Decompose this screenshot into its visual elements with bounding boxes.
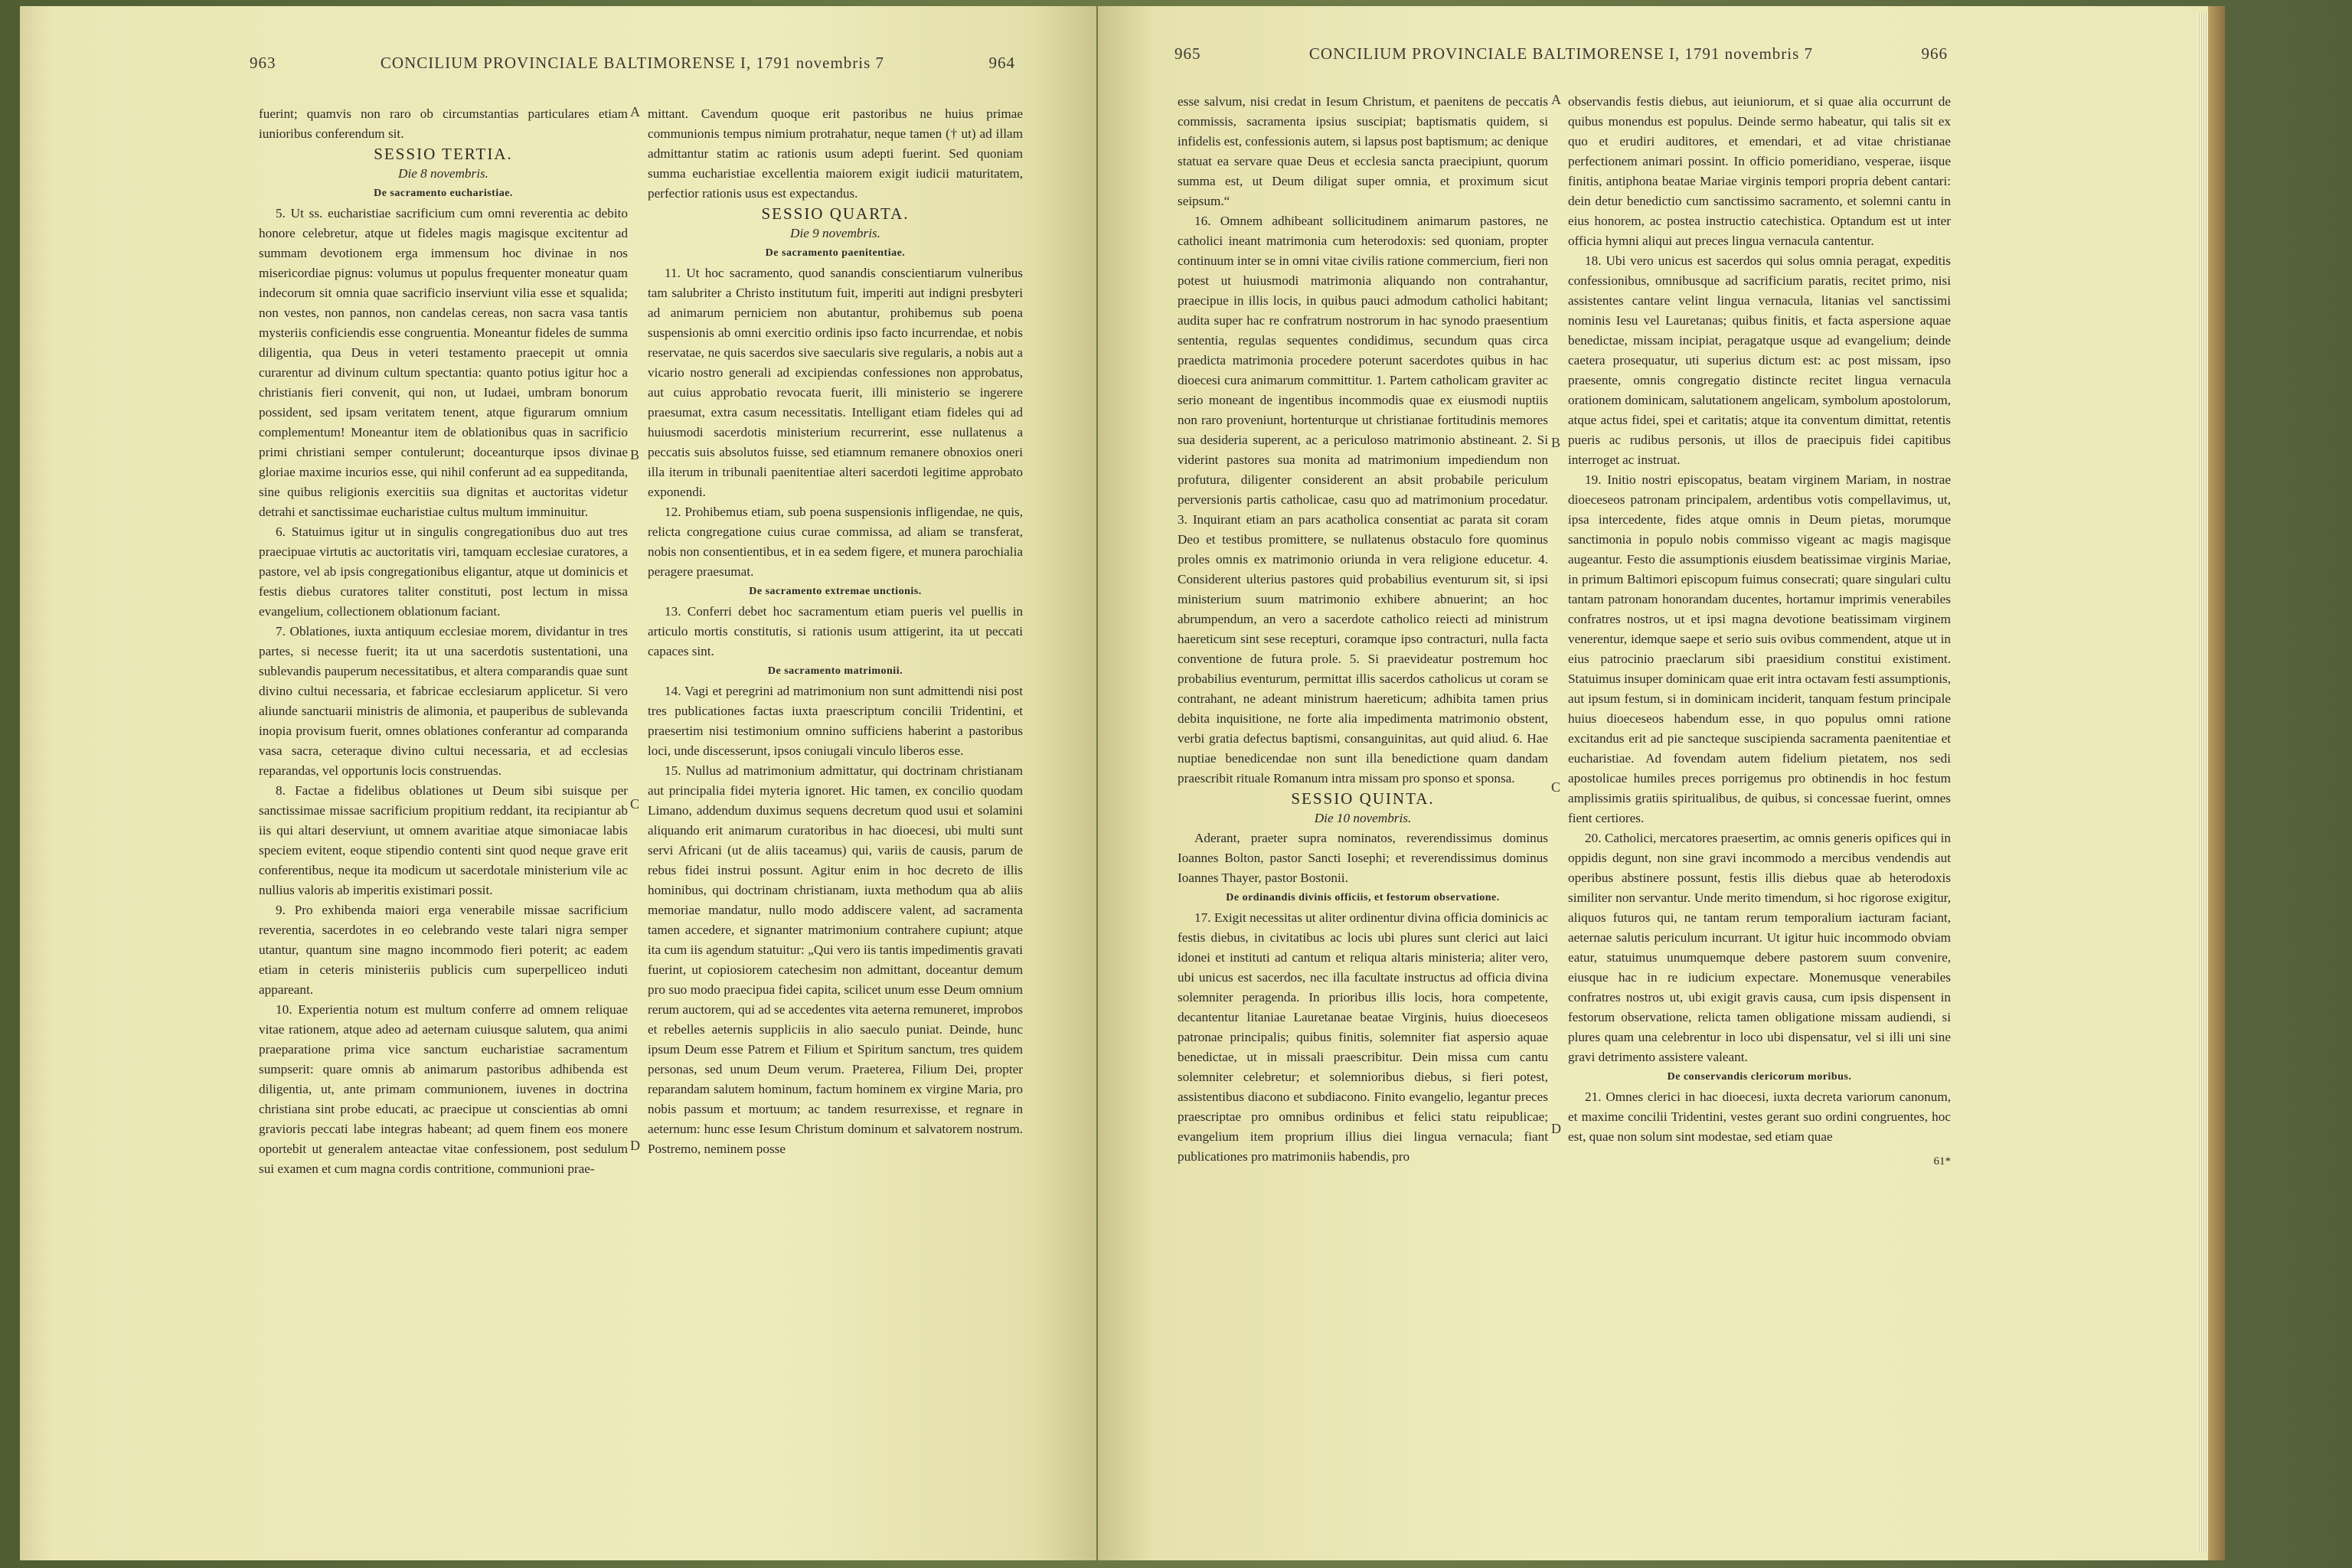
margin-marker-a: A — [630, 104, 640, 119]
paragraph: 17. Exigit necessitas ut aliter ordinentur divina officia dominicis ac festis diebus, in civitatibus ac locis ubi plures sunt clerici aut laici idonei et instituti ad cantum et reliqua altaris ministeria; aliter vero, ubi unicus est sacerdos, nec illa facultate instructus ad officia divina solemniter peragenda. In prioribus illis locis, hora competente, decantentur litaniae Lauretanae beatae Virginis, huius dioeceseos patronae principalis; quibus finitis, solemniter fiat aspersio aquae benedictae, ut in missali praescribitur. Dein missa cum cantu solemniter celebretur; et solemnioribus diebus, si fieri potest, assistentibus diacono et subdiacono. Finito evangelio, legantur preces praescriptae pro omnibus ordinibus et felici statu reipublicae; evangelium item proprium illius diei lingua vernacula; fiant publicationes pro matrimoniis habendis, pro — [1178, 910, 1548, 1164]
page-number-963: 963 — [250, 54, 276, 72]
section-heading: De ordinandis divinis officiis, et festorum observatione. — [1226, 892, 1500, 903]
paragraph: 9. Pro exhibenda maiori erga venerabile missae sacrificium reverentia, sacerdotes in eo celebrando veste talari nigra semper utantur, quantum sine magno incommodo fieri poterit; ac eadem etiam in ceteris ministeriis publicis cum superpelliceo induti appareant. — [259, 903, 628, 997]
paragraph: 19. Initio nostri episcopatus, beatam virginem Mariam, in nostrae dioeceseos patronam principalem, ardentibus votis compellavimus, ut, ipsa intercedente, fides atque omnis in Deum pietas, morumque sanctimonia in populo nobis commisso vigeant ac magis magisque augeantur. Festo die assumptionis eiusdem beatissimae virginis Mariae, in primum Baltimori episcopum fuimus consecrati; quare singulari cultu tantam patronam honorandam ducentes, hortamur imprimis venerabiles confratres nostros, ut et ipsi magna devotione beatissimam virginem venerentur, idemque saepe et serio suis ovibus commendent, atque ut in eius patrocinio praeclarum sibi praesidium constitui existiment. Statuimus insuper dominicam quae erit intra octavam festi assumptionis, aut ipsum festum, si in dominicam inciderit, tanquam festum principale huius dioeceseos habendum esse, in quo populus omni ratione excitandus erit ad pie sancteque suscipienda sacramenta paenitentiae et eucharistiae. Ad fovendam autem fidelium pietatem, nos sedi apostolicae humiles preces porrigemus pro obtinendis in hoc festum amplissimis gratiis spiritualibus, de quibus, si concessae fuerint, omnes fient certiores. — [1568, 472, 1951, 825]
margin-marker-c: C — [1551, 779, 1561, 795]
paragraph: 14. Vagi et peregrini ad matrimonium non sunt admittendi nisi post tres publicationes factas iuxta praescriptum concilii Tridentini, et praesertim nisi testimonium omnino sufficiens haberint a pastoribus loci, unde discesserunt, ipsos coniugali vinculo liberos esse. — [648, 684, 1023, 758]
paragraph: observandis festis diebus, aut ieiuniorum, et si quae alia occurrunt de quibus monendus est populus. Deinde sermo habeatur, qui talis sit ex quo et erudiri auditores, et emendari, et ad vitae christianae perfectionem animari possint. In officio pomeridiano, vesperae, iisque finitis, antiphona beatae Mariae virginis tempori propria debent cantari: dein detur benedictio cum sanctissimo sacramento, et solemni cantu in eius honorem, ac postea instructio catechistica. Optandum est ut inter officia hymni aliqui aut preces lingua vernacula cantentur. — [1568, 94, 1951, 248]
paragraph: esse salvum, nisi credat in Iesum Christum, et paenitens de peccatis commissis, sacramenta ipsius suscipiat; baptismatis quidem, si infidelis est, confessionis autem, si lapsus post baptismum; ac denique statuat ea servare quae Deus et ecclesia sancta praecipiunt, quorum summa est, ut Deum diligat super omnia, et proximum sicut seipsum.“ — [1178, 94, 1548, 208]
left-page-header — [250, 54, 1015, 84]
section-heading: De sacramento paenitentiae. — [765, 247, 906, 259]
right-page-header — [1174, 44, 1948, 75]
margin-marker-a: A — [1551, 92, 1561, 107]
paragraph: 10. Experientia notum est multum conferre ad omnem reliquae vitae rationem, atque adeo ad aeternam cuiusque salutem, qua animi praeparatione prima vice sanctum eucharistiae sacramentum sumpserit: quare omnis ab animarum pastoribus adhibenda est diligentia, ut, ante primam communionem, iuvenes in doctrina christiana sint probe educati, ac praecipue ut conscientias ab omni gravioris peccati labe integras habeant; ad quem finem eos monere oportebit ut generalem anteactae vitae confessionem, post sedulum sui examen et cum magna cordis contritione, communioni prae- — [259, 1002, 628, 1176]
section-heading: De sacramento matrimonii. — [767, 665, 903, 677]
paragraph: 13. Conferri debet hoc sacramentum etiam pueris vel puellis in articulo mortis constitutis, si rationis usum attigerint, ita ut peccati capaces sint. — [648, 604, 1023, 658]
left-page — [20, 6, 1096, 1560]
paragraph: 12. Prohibemus etiam, sub poena suspensionis infligendae, ne quis, relicta congregatione cuius curae commissa, ad aliam se transferat, nobis non consentientibus, et in ea sedem figere, et munera parochialia peragere praesumat. — [648, 505, 1023, 579]
paragraph: 5. Ut ss. eucharistiae sacrificium cum omni reverentia ac debito honore celebretur, atque ut fideles magis magisque excitentur ad summam devotionem erga immensum hoc divinae in nos misericordiae pignus: volumus ut populus frequenter moneatur quam indecorum sit omnia quae sacrificio inserviunt vilia esse et squalida; non vestes, non pannos, non candelas cereas, non sacra vasa tantis mysteriis conficiendis esse congruentia. Moneantur fideles de summa diligentia, qua Deus in veteri testamento praecepit ut omnia curarentur ad divinum cultum spectantia: quanto potius igitur hoc a christianis fieri convenit, qui non, ut Iudaei, umbram bonorum possident, sed ipsam veritatem tenent, atque figurarum omnium complementum! Moneantur item de oblationibus quas in sacrificio primi christiani semper contulerunt; doceanturque ipsos divinae gloriae maxime incurios esse, qui nihil conferunt ad ea suppeditanda, sine quibus religionis exercitiis sua dignitas et auctoritas videtur detrahi et sanctissimae eucharistiae cultus multum imminuitur. — [259, 206, 628, 519]
session-date: Die 10 novembris. — [1314, 811, 1412, 825]
paragraph: 8. Factae a fidelibus oblationes ut Deum sibi suisque per sanctissimae missae sacrificium propitium reddant, ita recipiantur ab iis qui altari deserviunt, ut omnem avaritiae atque simoniacae labis speciem evitent, eoque stipendio contenti sint quod neque grave erit conferentibus, neque ita modicum ut sacerdotale ministerium vile ac nullius valoris ab imperitis existimari possit. — [259, 783, 628, 897]
section-heading: De conservandis clericorum moribus. — [1667, 1071, 1852, 1083]
margin-marker-b: B — [630, 447, 640, 462]
section-heading: De sacramento eucharistiae. — [374, 188, 513, 199]
session-heading: SESSIO QUINTA. — [1291, 789, 1435, 808]
page-number-964: 964 — [988, 54, 1015, 72]
paragraph: 16. Omnem adhibeant sollicitudinem animarum pastores, ne catholici ineant matrimonia cum heterodoxis: sed quoniam, propter continuum inter se in omni vitae civilis ratione commercium, fieri non potest ut huiusmodi matrimonia aliquando non contrahantur, praecipue in illis locis, in quibus pauci admodum catholici habitant; audita super hac re confratrum nostrorum in hac synodo praesentium sententia, regulas sequentes condidimus, secundum quas circa praedicta matrimonia procedere poterunt sacerdotes quibus in hac dioecesi cura animarum committitur. 1. Partem catholicam graviter ac serio moneant de ingentibus incommodis quae ex eiusmodi nuptiis non raro proveniunt, hortenturque ut christianae fortitudinis memores sua desideria superent, ac a periculoso matrimonio abstineant. 2. Si viderint pastores sua monita ad matrimonium impediendum non profutura, diligenter considerent an absit probabile periculum perversionis partis catholicae, casu quo ad matrimonium procedatur. 3. Inquirant etiam an pars acatholica consentiat ac parata sit coram Deo et testibus promittere, se nullatenus obstaculo fore quominus proles omnis ex matrimonio oriunda in vera religione educetur. 4. Considerent ulterius pastores quid probabilius eventurum sit, si ipsi ministerium suum matrimonio exhibere abnuerint; an hoc abrumpendum, an vero a sacerdote catholico reiecti ad ministrum haereticum sint sese recepturi, coramque ipso contracturi, nulla facta conventione de futura prole. 5. Si praevideatur postremum hoc probabilius eventurum, permittat illis sacerdos catholicus ut coram se contrahant, ne adeant ministrum haereticum; adhibita tamen prius debita inquisitione, ne forte alia impedimenta matrimonio obstent, verbi gratia defectus baptismi, consanguinitas, aut quid aliud. 6. Hae nuptiae benedicendae non sunt illa benedictione quam dandam praescribit rituale Romanum intra missam pro sponso et sponsa. — [1178, 214, 1548, 786]
right-page — [1098, 6, 2208, 1560]
session-heading: SESSIO TERTIA. — [374, 145, 513, 163]
session-date: Die 8 novembris. — [398, 166, 488, 181]
margin-marker-d: D — [630, 1138, 640, 1153]
section-heading: De sacramento extremae unctionis. — [749, 586, 922, 597]
session-heading: SESSIO QUARTA. — [761, 204, 910, 223]
paragraph: 20. Catholici, mercatores praesertim, ac omnis generis opifices qui in oppidis degunt, non sine gravi incommodo a mercibus vendendis aut operibus abstinere possunt, festis illis diebus quae ab heterodoxis similiter non servantur. Unde merito timendum, si hoc rigorose exigitur, aliquos futuros qui, ne tantam rerum temporalium iacturam faciant, aeternae salutis periculum incurrant. Ut igitur huic incommodo obviam eatur, statuimus unumquemque debere pastorem suum convenire, eiusque hac in re iudicium expectare. Monemusque venerabiles confratres nostros ut, ubi exigit gravis causa, cum ipsis dispensent in festorum observatione, relicta tamen obligatione missam audiendi, si plures quam una celebrentur in loco ubi dispensatur, vel si illi uni sine gravi detrimento assistere valeant. — [1568, 831, 1951, 1064]
open-book — [20, 6, 2225, 1560]
left-page-column-2 — [648, 104, 1023, 1159]
paragraph: 21. Omnes clerici in hac dioecesi, iuxta decreta variorum canonum, et maxime concilii Tridentini, vestes gerant suo ordini congruentes, hoc est, quae non solum sint modestae, sed etiam quae — [1568, 1089, 1951, 1144]
book-cover-edge — [2208, 6, 2225, 1560]
right-page-column-2 — [1568, 92, 1951, 1171]
paragraph: 11. Ut hoc sacramento, quod sanandis conscientiarum vulneribus tam salubriter a Christo institutum fuit, imperiti aut indigni presbyteri ad animarum perniciem non abutantur, prohibemus sub poena suspensionis ab omni exercitio ordinis ipso facto incurrendae, et nobis reservatae, ne quis sacerdos sive saecularis sive regularis, a nobis aut a vicario nostro generali ad excipiendas confessiones non approbatus, aut cuius approbatio revocata fuerit, illi ministerio se ingerere praesumat, extra casum necessitatis. Intelligant etiam fideles qui ad huiusmodi sacerdotis ministerium recurrerint, esse nullatenus a peccatis suis absolutos fuisse, sed etiamnum remanere obnoxios oneri illa iterum in tribunali paenitentiae alteri sacerdoti legitime approbato exponendi. — [648, 266, 1023, 499]
signature-mark: 61* — [1933, 1155, 1951, 1168]
page-edge-stack — [2197, 14, 2208, 1553]
right-page-column-1 — [1178, 92, 1548, 1167]
running-head: CONCILIUM PROVINCIALE BALTIMORENSE I, 1791 novembris 7 — [380, 54, 885, 72]
left-page-column-1 — [259, 104, 628, 1179]
paragraph: 18. Ubi vero unicus est sacerdos qui solus omnia peragat, expeditis confessionibus, omnibusque ad sacrificium paratis, recitet primo, nisi assistentes cantare velint lingua vernacula, litanias vel sanctissimi nominis Iesu vel Lauretanas; quibus finitis, et facta aspersione aquae benedictae, missam incipiat, peragatque usque ad evangelium; deinde caetera prosequatur, uti superius dictum est: ac post missam, ipso praesente, omnis congregatio distincte recitet lingua vernacula orationem dominicam, salutationem angelicam, symbolum apostolorum, atque actus fidei, spei et caritatis; atque ita conventum dimittat, retentis pueris ac rudibus personis, ut illos de praecipuis fidei capitibus interroget ac instruat. — [1568, 253, 1951, 467]
paragraph: mittant. Cavendum quoque erit pastoribus ne huius primae communionis tempus nimium protrahatur, neque tamen († ut) ad illam admittantur statim ac rationis usum adepti fuerint. Sed quoniam summa eucharistiae excellentia maiorem exigit iudicii maturitatem, perfectior rationis usus est expectandus. — [648, 106, 1023, 201]
paragraph: 7. Oblationes, iuxta antiquum ecclesiae morem, dividantur in tres partes, si necesse fuerit; ita ut una sacerdotis sustentationi, una sublevandis pauperum necessitatibus, et altera comparandis quae sunt divino cultui necessaria, et fabricae ecclesiarum applicetur. Si vero aliunde sanctuarii ministris de alimonia, et pauperibus de sublevanda inopia provisum fuerit, omnes oblationes conferantur ad comparanda vasa sacra, ceteraque divino cultui necessaria, et ad ecclesias reparandas, vel opportunis locis construendas. — [259, 624, 628, 778]
paragraph: 6. Statuimus igitur ut in singulis congregationibus duo aut tres praecipuae virtutis ac auctoritatis viri, tamquam ecclesiae curatores, a pastore, vel ab ipsis congregationibus eligantur, atque ut dominicis et festis diebus curatores taliter constituti, post lectum in missa evangelium, collectionem oblationum faciant. — [259, 524, 628, 619]
page-number-966: 966 — [1921, 44, 1948, 63]
margin-marker-b: B — [1551, 435, 1561, 450]
margin-marker-c: C — [630, 796, 640, 812]
running-head: CONCILIUM PROVINCIALE BALTIMORENSE I, 1791 novembris 7 — [1308, 44, 1814, 63]
session-date: Die 9 novembris. — [790, 226, 880, 240]
page-number-965: 965 — [1174, 44, 1201, 63]
paragraph: Aderant, praeter supra nominatos, reverendissimus dominus Ioannes Bolton, pastor Sancti Iosephi; et reverendissimus dominus Ioannes Thayer, pastor Bostonii. — [1178, 831, 1548, 885]
paragraph: 15. Nullus ad matrimonium admittatur, qui doctrinam christianam aut principalia fidei myteria ignoret. Hic tamen, ex concilio quodam Limano, addendum duximus sequens decretum quod usui et solamini aliquando erit animarum curatoribus in hac dioecesi, ubi multi sunt servi Africani (ut de aliis taceamus) qui, variis de causis, parum de rebus fidei instrui possunt. Agitur enim in hoc decreto de illis hominibus, qui doctrinam christianam, iuxta methodum qua ab aliis memoriae mandatur, nullo modo addiscere valent, ad sacramenta tamen accedere, et signanter matrimonium contrahere cupiunt; atque ita cum iis agendum statuitur: „Qui vero iis tantis impedimentis gravati fuerint, ut copiosiorem catechesim non admittant, doceantur demum pro suo modo praecipua fidei capita, scilicet unum esse Deum omnium rerum auctorem, qui ad se accedentes vita aeterna remuneret, improbos et rebelles aeternis suppliciis in alio saeculo puniat. Deinde, hunc ipsum Deum esse Patrem et Filium et Spiritum sanctum, tres quidem personas, sed unum Deum verum. Praeterea, Filium Dei, propter reparandam salutem hominum, factum hominem ex virgine Maria, pro nobis passum et mortuum; ac tandem resurrexisse, et regnare in aeternum: hunc esse Iesum Christum dominum et salvatorem nostrum. Postremo, neminem posse — [648, 763, 1023, 1156]
margin-marker-d: D — [1551, 1121, 1561, 1136]
paragraph: fuerint; quamvis non raro ob circumstantias particulares etiam iunioribus conferendum sit. — [259, 106, 628, 141]
